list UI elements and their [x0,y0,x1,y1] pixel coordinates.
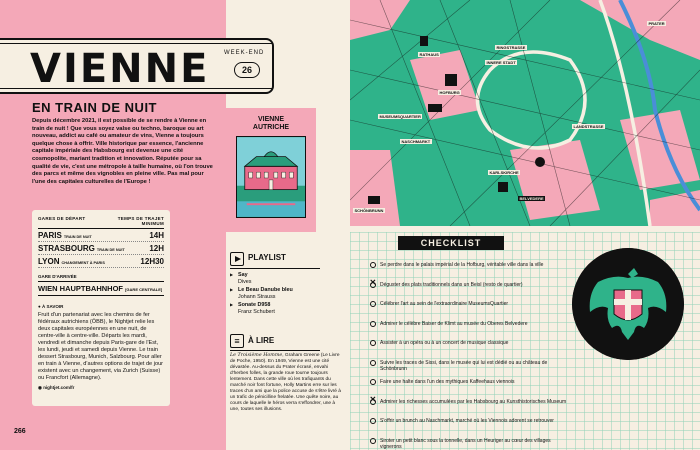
playlist-item: ▶ Sonate D958 Franz Schubert [230,302,330,315]
playlist-title: PLAYLIST [248,253,286,262]
checklist-item: S'offrir un brunch au Naschmarkt, marché où les Viennois adorent se retrouver [370,418,570,438]
map-label-innere-stadt: INNERE STADT [486,60,516,65]
map-label-karlskirche: KARLSKIRCHE [489,170,519,175]
stamp-title: VIENNE AUTRICHE [252,116,290,131]
checklist-item: ✕ Déguster des plats traditionnels dans un Beisl (resto de quartier) [370,282,570,302]
map-label-naschmarkt: NASCHMARKT [401,139,431,144]
checklist-item: Assister à un opéra ou à un concert de musique classique [370,340,570,360]
checkbox-checked[interactable] [370,282,376,288]
reading-title: À LIRE [248,336,275,345]
weekend-number-badge: 26 [234,62,260,78]
departure-time: 12H30 [140,256,164,266]
subtitle: EN TRAIN DE NUIT [32,100,157,115]
map-label-landstrasse: LANDSTRASSE [573,124,604,129]
reading-text: Le Troisième Homme, Graham Greene (Le Livre de Poche, 1950). En 1949, Vienne est une cité dévastée. Au-dessus du Prater écrasé, envahi d'herbes folles, la grande roue tourne toujours lentement. Dans cette ville où les trafiquants du marché noir font fortune, Holly Martins erre sur les traces d'un ami que la police accuse de s'être livré à un trafic de pénicilline frelatée. Une quête noire, au cours de laquelle le héros verra s'effondrer, une à une, toutes ses illusions. [230,353,341,412]
checkbox[interactable] [370,340,376,346]
checklist-item: Suivre les traces de Sissi, dans le musée qui lui est dédié ou au château de Schönbrunn [370,360,570,380]
checkbox[interactable] [370,360,376,366]
map-label-prater: PRATER [648,21,665,26]
savoir-header: ● À SAVOIR [38,304,64,309]
departure-city: PARIS TRAIN DE NUIT [38,230,92,240]
title-banner [0,38,274,94]
arrival-station: WIEN HAUPTBAHNHOF [GARE CENTRALE] [38,282,164,296]
page-number-left: 266 [14,428,26,435]
page-title: VIENNE [30,46,210,92]
playlist-divider [230,268,320,269]
departure-row [38,255,164,268]
checklist-item: Siroter un petit blanc sous la tonnelle, dans un Heuriger au cœur des villages vignerons [370,438,570,450]
map-label-museumsquartier: MUSEUMSQUARTIER [379,114,421,119]
play-icon [230,252,244,266]
map-illustration [350,0,700,226]
checklist-item: Admirer le célèbre Baiser de Klimt au musée du Oberes Belvedere [370,321,570,341]
checkbox-checked[interactable] [370,399,376,405]
checklist-title: CHECKLIST [398,236,504,250]
checklist-item: ✕ Admirer les richesses accumulées par les Habsbourg au Kunsthistorisches Museum [370,399,570,419]
checklist-item: Célébrer l'art au sein de l'extraordinaire MuseumsQuartier [370,301,570,321]
checkbox[interactable] [370,379,376,385]
savoir-text: Fruit d'un partenariat avec les chemins de fer fédéraux autrichiens (ÖBB), le Nightjet relie les deux capitales européennes en une nuit, de centre-ville à centre-ville. Départs les mardi, vendredi et dimanche depuis Paris-gare de l'Est, les lundi, jeudi et samedi depuis Vienne. Le train dessert Strasbourg, Munich, Salzbourg. Pour aller en train à Vienne, d'autres options de trajet de jour existent avec un changement, via Zurich (Suisse) ou Francfort (Allemagne). [38,312,164,381]
playlist-list [230,272,330,318]
checkbox[interactable] [370,321,376,327]
map-label-rathaus: RATHAUS [419,52,439,57]
checkbox[interactable] [370,438,376,444]
departures-header [38,216,164,229]
book-icon: ≡ [230,334,244,348]
checklist-item: Se perdre dans le palais impérial de la Hofburg, véritable ville dans la ville [370,262,570,282]
reading-divider [230,350,320,351]
departure-row [38,229,164,242]
departure-city: STRASBOURG TRAIN DE NUIT [38,243,125,253]
checkbox[interactable] [370,418,376,424]
austrian-eagle-emblem-icon [572,248,684,360]
nightjet-link[interactable]: ◉ nightjet.com/fr [38,385,75,390]
map-label-schonbrunn: SCHÖNBRUNN [354,208,384,213]
departures-card [32,210,170,406]
checkbox[interactable] [370,262,376,268]
departure-row [38,242,164,255]
playlist-item: ▶ Le Beau Danube bleu Johann Strauss [230,287,330,300]
arrival-header: GARE D'ARRIVÉE [38,274,164,282]
weekend-label: WEEK-END [224,50,265,56]
checklist-item: Faire une halte dans l'un des mythiques Kaffeehaus viennois [370,379,570,399]
departure-city: LYON CHANGEMENT À PARIS [38,256,105,266]
checkbox[interactable] [370,301,376,307]
departures-header-left: GARES DE DÉPART [38,216,86,221]
map-label-belvedere: BELVEDERE [519,196,544,201]
intro-paragraph: Depuis décembre 2021, il est possible de se rendre à Vienne en train de nuit ! Que vous soyez valse ou techno, baroque ou art nouveau, addict au café ou amateur de vins, Vienne a toujours quelque chose à offrir. Ville historique par essence, l'ancienne capitale impériale des Habsbourg est devenue une cité cosmopolite, mariant tradition et innovation. Réputée pour sa qualité de vie, c'est une métropole à taille humaine, où l'on trouve des parcs et même des vignobles en pleine ville. Pas mal pour l'une des capitales culturelles de l'Europe ! [32,118,213,185]
vienna-map [350,0,700,226]
departures-header-right: TEMPS DE TRAJET MINIMUM [117,216,164,226]
map-label-hofburg: HOFBURG [439,90,460,95]
belvedere-palace-illustration [236,136,306,218]
checklist [370,262,570,450]
map-label-ringstrasse: RINGSTRASSE [496,45,526,50]
departure-time: 14H [149,230,164,240]
playlist-item: ▶ Say Dives [230,272,330,285]
departure-time: 12H [149,243,164,253]
vienna-stamp [226,108,316,232]
